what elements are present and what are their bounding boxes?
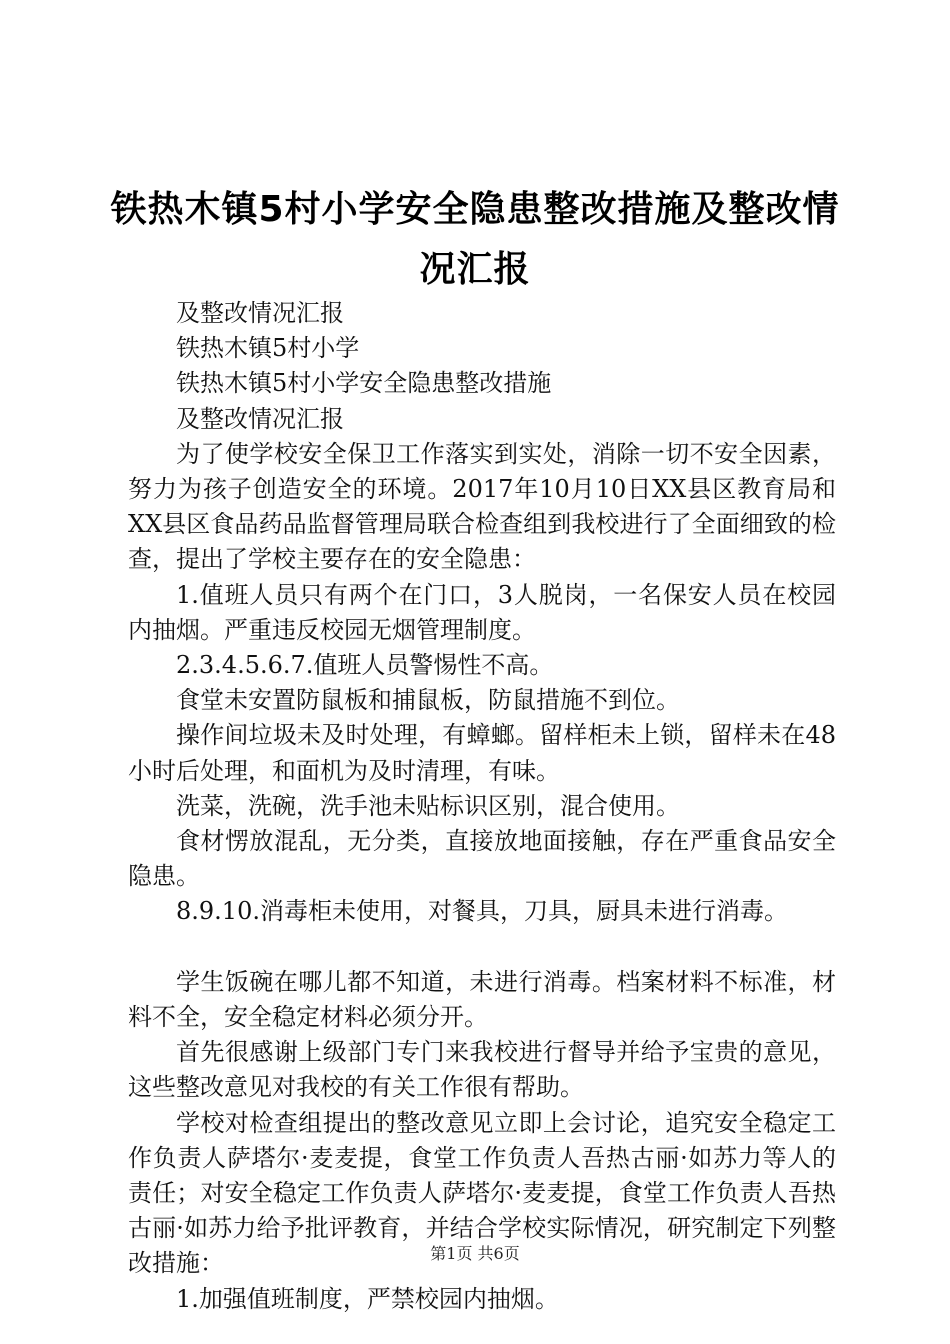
body-paragraph: 食材愣放混乱，无分类，直接放地面接触，存在严重食品安全隐患。 <box>128 827 836 891</box>
body-paragraph: 学生饭碗在哪儿都不知道，未进行消毒。档案材料不标准，材料不全，安全稳定材料必须分开。 <box>128 967 836 1032</box>
body-paragraph: 学校对检查组提出的整改意见立即上会讨论，追究安全稳定工作负责人萨塔尔·麦麦提，食堂工作负责人吾热古丽·如苏力等人的责任；对安全稳定工作负责人萨塔尔·麦麦提，食堂工作负责人吾热古丽·如苏力给予批评教育，并结合学校实际情况，研究制定下列整改措施： <box>128 1108 836 1278</box>
body-paragraph: 食堂未安置防鼠板和捕鼠板，防鼠措施不到位。 <box>176 686 680 715</box>
document-body <box>128 296 836 1317</box>
body-paragraph: 8.9.10.消毒柜未使用，对餐具，刀具，厨具未进行消毒。 <box>176 897 788 926</box>
body-paragraph: 及整改情况汇报 <box>176 404 344 433</box>
body-paragraph: 首先很感谢上级部门专门来我校进行督导并给予宝贵的意见，这些整改意见对我校的有关工作很有帮助。 <box>128 1038 836 1102</box>
body-paragraph: 1.值班人员只有两个在门口，3人脱岗，一名保安人员在校园内抽烟。严重违反校园无烟管理制度。 <box>128 580 836 644</box>
document-title-line-1: 铁热木镇5村小学安全隐患整改措施及整改情 <box>110 189 840 230</box>
body-paragraph: 及整改情况汇报 <box>176 299 344 327</box>
body-paragraph: 铁热木镇5村小学安全隐患整改措施 <box>176 369 552 398</box>
body-paragraph: 洗菜，洗碗，洗手池未贴标识区别，混合使用。 <box>176 791 680 820</box>
document-title-line-2: 况汇报 <box>419 249 531 290</box>
page-number-footer: 第1页 共6页 <box>430 1244 520 1263</box>
body-paragraph: 铁热木镇5村小学 <box>176 334 360 363</box>
body-paragraph: 为了使学校安全保卫工作落实到实处，消除一切不安全因素，努力为孩子创造安全的环境。2017年10月10日XX县区教育局和XX县区食品药品监督管理局联合检查组到我校进行了全面细致的检查，提出了学校主要存在的安全隐患： <box>128 439 836 574</box>
paragraph-spacer <box>128 930 836 965</box>
body-paragraph: 操作间垃圾未及时处理，有蟑螂。留样柜未上锁，留样未在48小时后处理，和面机为及时清理，有味。 <box>128 721 836 785</box>
body-paragraph: 1.加强值班制度，严禁校园内抽烟。 <box>176 1284 559 1313</box>
body-paragraph: 2.3.4.5.6.7.值班人员警惕性不高。 <box>176 651 554 680</box>
